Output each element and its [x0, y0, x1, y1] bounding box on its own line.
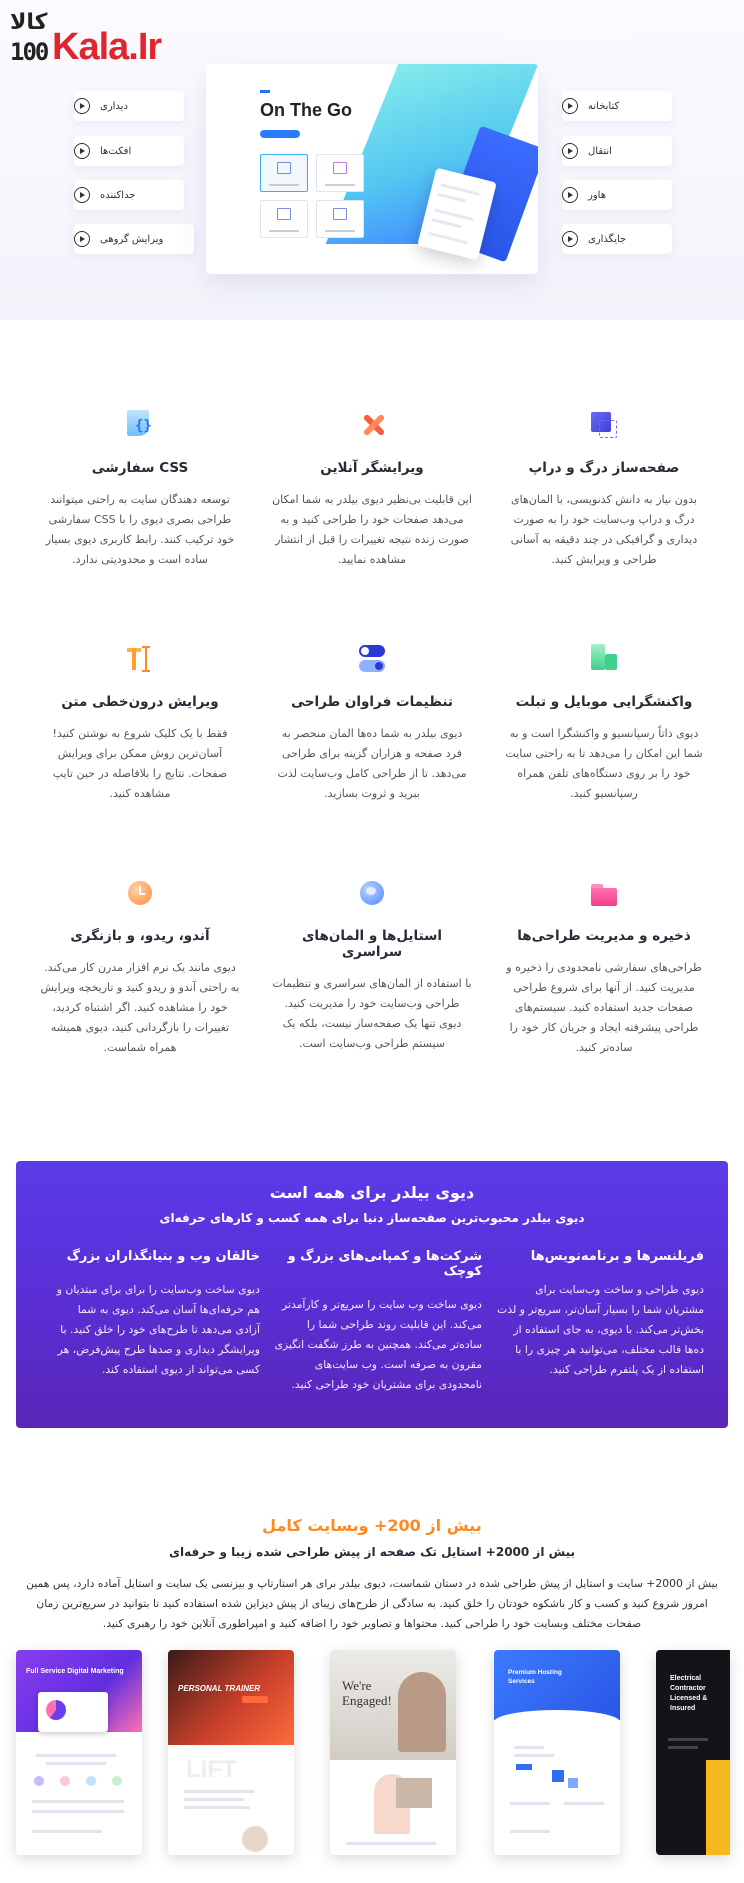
feature-pill-bulk-edit[interactable]: ویرایش گروهی	[74, 224, 194, 254]
feature-pill-placement[interactable]: جایگذاری	[562, 224, 672, 254]
website-thumbnail[interactable]: Full Service Digital Marketing	[16, 1650, 142, 1855]
feature-pill-divider[interactable]: جداکننده	[74, 180, 184, 210]
card-button	[260, 130, 300, 138]
feature-text: دیوی مانند یک نرم افزار مدرن کار می‌کند. به راحتی آندو و ریدو کنید و تاریخچه ویرایش خود را مشاهده کنید. اگر اشتباه کردید، تغییرات را بازگردانی کنید، دیوی همیشه همراه شماست.	[40, 961, 240, 1054]
feature-undo-redo	[40, 878, 240, 1058]
feature-text: دیوی بیلدر به شما ده‌ها المان منحصر به فرد صفحه و هزاران گزینه برای طراحی می‌دهد. تا از طراحی کامل وب‌سایت لذت ببرید و ثروت بسازید.	[277, 727, 467, 800]
play-icon	[562, 143, 578, 159]
website-thumbnail[interactable]: We're Engaged!	[330, 1650, 456, 1855]
feature-pill-effects[interactable]: افکت‌ها	[74, 136, 184, 166]
website-thumbnail[interactable]: PERSONAL TRAINER LIFT	[168, 1650, 294, 1855]
mobile-icon	[589, 644, 619, 674]
module-tile	[260, 154, 308, 192]
clock-icon	[125, 878, 155, 908]
module-tile	[260, 200, 308, 238]
feature-pill-transfer[interactable]: انتقال	[562, 136, 672, 166]
feature-title: استایل‌ها و المان‌های سراسری	[302, 928, 442, 960]
feature-custom-css	[40, 410, 240, 570]
feature-inline-text	[40, 644, 240, 804]
feature-title: تنظیمات فراوان طراحی	[291, 694, 453, 710]
code-icon: {}	[125, 410, 155, 440]
play-icon	[562, 187, 578, 203]
feature-text: بدون نیاز به دانش کدنویسی، با المان‌های درگ و دراپ وب‌سایت خود را به صورت دیداری و گرافیکی در چند دقیقه به آسانی طراحی و ویرایش کنید.	[510, 493, 698, 566]
feature-title: صفحه‌ساز درگ و دراپ	[528, 460, 680, 476]
feature-save-layouts	[504, 878, 704, 1058]
play-icon	[74, 187, 90, 203]
feature-title: CSS سفارشی	[91, 460, 189, 476]
websites-title: بیش از 200+ وبسایت کامل	[262, 1516, 482, 1535]
feature-text: توسعه دهندگان سایت به راحتی میتوانند طراحی بصری دیوی را با CSS سفارشی خود ترکیب کنند. رابط کاربری دیوی بسیار ساده است و محدودیتی ندارد.	[45, 493, 235, 566]
globe-icon	[357, 878, 387, 908]
band-subtitle: دیوی بیلدر محبوب‌ترین صفحه‌ساز دنیا برای همه کسب و کارهای حرفه‌ای	[159, 1211, 585, 1225]
feature-responsive	[504, 644, 704, 804]
logo-prefix: کالا	[10, 10, 48, 35]
toggle-icon	[357, 644, 387, 674]
folder-icon	[589, 878, 619, 908]
feature-pill-hover[interactable]: هاور	[562, 180, 672, 210]
audience-text: دیوی ساخت وب سایت را سریع‌تر و کارآمدتر می‌کند. این قابلیت روند طراحی شما را ساده‌تر می‌کند. همچنین به طرز شگفت انگیزی مقرون به صرفه است. وب سایت‌های نامحدودی برای مشتریان خود طراحی کنید.	[274, 1298, 482, 1391]
text-cursor-icon	[125, 644, 155, 674]
title-accent	[260, 90, 270, 93]
feature-text: طراحی‌های سفارشی نامحدودی را ذخیره و مدیریت کنید. از آنها برای شروع طراحی صفحات جدید استفاده کنید. سیستم‌های طراحی پیشرفته ایجاد و جریان کار خود را ساده‌تر کنید.	[506, 961, 702, 1054]
feature-pill-library[interactable]: کتابخانه	[562, 91, 672, 121]
audience-creators	[50, 1249, 260, 1380]
feature-drag-drop	[504, 410, 704, 570]
play-icon	[74, 143, 90, 159]
play-icon	[74, 98, 90, 114]
feature-design-settings	[272, 644, 472, 804]
drag-drop-icon	[589, 410, 619, 440]
feature-global-styles	[272, 878, 472, 1054]
band-title: دیوی بیلدر برای همه است	[269, 1183, 475, 1202]
play-icon	[562, 98, 578, 114]
feature-title: ویرایشگر آنلاین	[320, 460, 424, 476]
feature-text: دیوی ذاتاً رسپانسیو و واکنشگرا است و به شما این امکان را می‌دهد تا به راحتی سایت خود را بر روی دستگاه‌های تلفن همراه رسپانسیو کنید.	[505, 727, 703, 800]
website-thumbnail[interactable]: Electrical Contractor Licensed & Insured	[656, 1650, 730, 1855]
audience-title: فریلنسرها و برنامه‌نویس‌ها	[530, 1249, 704, 1264]
site-logo[interactable]	[8, 10, 178, 70]
module-tile	[316, 200, 364, 238]
feature-title: ذخیره و مدیریت طراحی‌ها	[517, 928, 691, 944]
audience-freelancers	[494, 1249, 704, 1380]
card-title: On The Go	[260, 100, 352, 120]
feature-title: ویرایش درون‌خطی متن	[61, 694, 219, 710]
online-editor-icon	[357, 410, 387, 440]
feature-title: واکنشگرایی موبایل و تبلت	[515, 694, 693, 710]
websites-description: بیش از 2000+ سایت و استایل از پیش طراحی شده در دستان شماست، دیوی بیلدر برای هر استارتاپ و بیزنسی یک سایت و استایل آماده دارد، پس همین امروز شروع کنید و کسب و کار باشکوه خودتان را خلق کنید. به سادگی از طرح‌های زیبای از پیش دیزاین شده استفاده کنید تا بتوانید در سریع‌ترین زمان صفحات مختلف وبسایت خود را طراحی کنید. محتواها و تصاویر خود را اضافه کنید و امپراطوری آنلاین خود را رهبری کنید.	[26, 1577, 718, 1630]
feature-online-editor	[272, 410, 472, 570]
audience-band	[16, 1161, 728, 1428]
module-tile	[316, 154, 364, 192]
logo-digits: 100	[10, 38, 48, 66]
website-thumbnail[interactable]: Premium Hosting Services	[494, 1650, 620, 1855]
feature-title: آندو، ریدو، و بازنگری	[70, 928, 210, 944]
audience-title: خالقان وب و بنیانگذاران بزرگ	[66, 1249, 260, 1264]
play-icon	[74, 231, 90, 247]
feature-text: با استفاده از المان‌های سراسری و تنظیمات طراحی وب‌سایت خود را مدیریت کنید. دیوی تنها یک صفحه‌ساز نیست، بلکه یک سیستم طراحی وب‌سایت است.	[272, 977, 472, 1050]
logo-name: Kala.Ir	[52, 26, 162, 68]
audience-companies	[272, 1249, 482, 1395]
feature-pill-visual[interactable]: دیداری	[74, 91, 184, 121]
play-icon	[562, 231, 578, 247]
websites-subtitle: بیش از 2000+ استایل تک صفحه از پیش طراحی شده زیبا و حرفه‌ای	[169, 1545, 575, 1559]
hero-preview-card	[206, 64, 538, 274]
feature-text: این قابلیت بی‌نظیر دیوی بیلدر به شما امکان می‌دهد صفحات خود را طراحی کنید و به صورت زنده نتیجه تغییرات را قبل از انتشار مشاهده نمایید.	[272, 493, 472, 566]
audience-text: دیوی طراحی و ساخت وب‌سایت برای مشتریان شما را بسیار آسان‌تر، سریع‌تر و لذت بخش‌تر می‌کند. با دیوی، به جای استفاده از ده‌ها قالب مختلف، می‌توانید هر چیزی را با استفاده از یک پلتفرم طراحی کنید.	[497, 1283, 704, 1376]
audience-text: دیوی ساخت وب‌سایت را برای برای مبتدیان و هم حرفه‌ای‌ها آسان می‌کند. دیوی به شما آزادی می‌دهد تا طرح‌های خود را خلق کنید. با ویرایشگر دیداری و صدها طرح پیش‌فرض، هر کسی می‌تواند از دیوی استفاده کند.	[56, 1283, 260, 1376]
audience-title: شرکت‌ها و کمپانی‌های بزرگ و کوچک	[287, 1249, 482, 1279]
feature-text: فقط با یک کلیک شروع به نوشتن کنید! آسان‌ترین روش ممکن برای ویرایش صفحات. نتایج را بلافاصله در حین تایپ مشاهده کنید.	[52, 727, 228, 800]
